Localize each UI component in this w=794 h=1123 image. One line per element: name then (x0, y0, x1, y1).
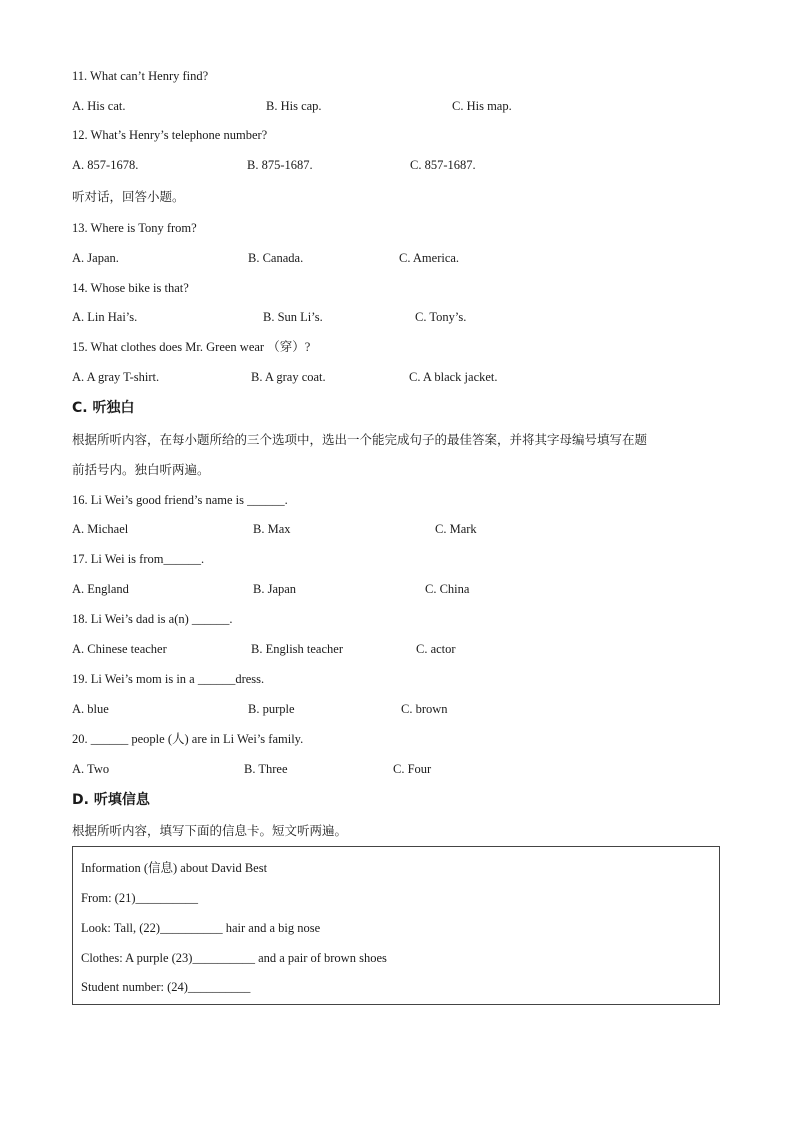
q11-option-a: A. His cat. (72, 99, 126, 113)
q20-option-b: B. Three (244, 762, 288, 776)
dialog-instruction: 听对话，回答小题。 (72, 189, 185, 204)
question-11: 11. What can’t Henry find? (72, 69, 209, 83)
q19-option-c: C. brown (401, 702, 448, 716)
info-card-title: Information (信息) about David Best (81, 861, 268, 875)
q19-option-a: A. blue (72, 702, 109, 716)
question-13: 13. Where is Tony from? (72, 221, 197, 235)
q15-option-c: C. A black jacket. (409, 370, 498, 384)
info-card-student-number: Student number: (24)__________ (81, 980, 251, 994)
info-card-from: From: (21)__________ (81, 891, 199, 905)
q13-option-a: A. Japan. (72, 251, 119, 265)
info-card-look: Look: Tall, (22)__________ hair and a big nose (81, 921, 321, 935)
section-c-instruction-line2: 前括号内。独白听两遍。 (72, 462, 210, 477)
section-c-instruction-line1: 根据所听内容，在每小题所给的三个选项中，选出一个能完成句子的最佳答案，并将其字母编号填写在题 (72, 432, 648, 447)
info-card (72, 846, 720, 1005)
q12-option-c: C. 857-1687. (410, 158, 476, 172)
q17-option-b: B. Japan (253, 582, 297, 596)
q13-option-c: C. America. (399, 251, 460, 265)
question-17: 17. Li Wei is from______. (72, 552, 205, 566)
q16-option-c: C. Mark (435, 522, 477, 536)
q11-option-c: C. His map. (452, 99, 512, 113)
section-d-title: D. 听填信息 (72, 792, 150, 808)
q15-option-b: B. A gray coat. (251, 370, 326, 384)
question-12: 12. What’s Henry’s telephone number? (72, 128, 268, 142)
question-19: 19. Li Wei’s mom is in a ______dress. (72, 672, 265, 686)
question-14: 14. Whose bike is that? (72, 281, 189, 295)
section-c-title: C. 听独白 (72, 400, 135, 416)
q14-option-c: C. Tony’s. (415, 310, 467, 324)
q17-option-a: A. England (72, 582, 129, 596)
q12-option-b: B. 875-1687. (247, 158, 313, 172)
q18-option-b: B. English teacher (251, 642, 343, 656)
q14-option-a: A. Lin Hai’s. (72, 310, 138, 324)
q15-option-a: A. A gray T-shirt. (72, 370, 160, 384)
question-20: 20. ______ people (人) are in Li Wei’s family. (72, 732, 304, 746)
q19-option-b: B. purple (248, 702, 295, 716)
q11-option-b: B. His cap. (266, 99, 322, 113)
question-16: 16. Li Wei’s good friend’s name is ______. (72, 493, 288, 507)
q16-option-b: B. Max (253, 522, 291, 536)
q20-option-a: A. Two (72, 762, 110, 776)
q16-option-a: A. Michael (72, 522, 129, 536)
q13-option-b: B. Canada. (248, 251, 304, 265)
question-18: 18. Li Wei’s dad is a(n) ______. (72, 612, 233, 626)
q14-option-b: B. Sun Li’s. (263, 310, 323, 324)
info-card-clothes: Clothes: A purple (23)__________ and a pair of brown shoes (81, 951, 387, 965)
q18-option-a: A. Chinese teacher (72, 642, 167, 656)
q18-option-c: C. actor (416, 642, 456, 656)
section-d-instruction: 根据所听内容，填写下面的信息卡。短文听两遍。 (72, 823, 348, 838)
q12-option-a: A. 857-1678. (72, 158, 139, 172)
question-15: 15. What clothes does Mr. Green wear （穿）? (72, 340, 311, 354)
q17-option-c: C. China (425, 582, 470, 596)
q20-option-c: C. Four (393, 762, 432, 776)
